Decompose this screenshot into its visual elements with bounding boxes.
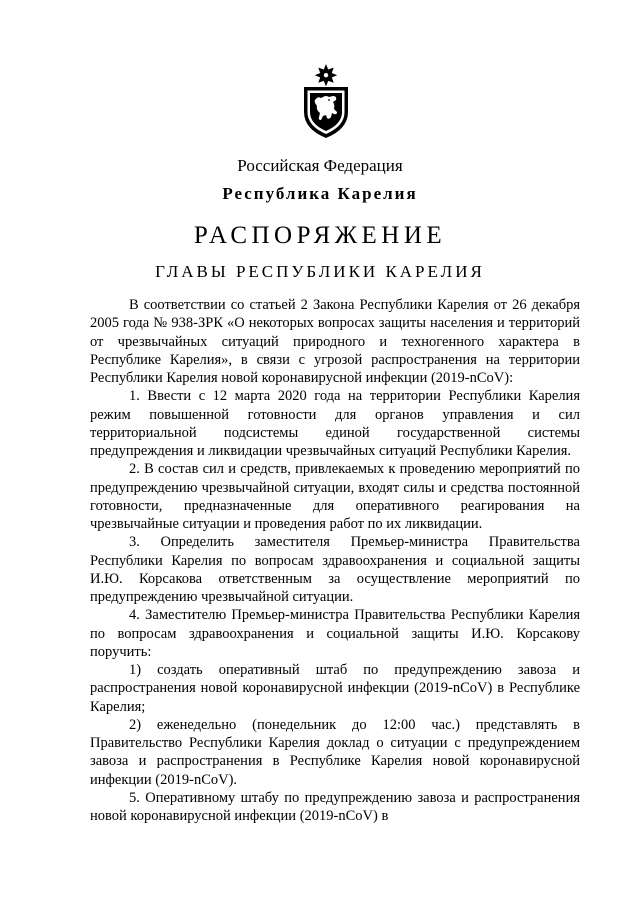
clause-5-paragraph: 5. Оперативному штабу по предупреждению завоза и распространения новой коронавирусной инфекции (2019-nCoV) в [90,789,580,824]
clause-4-subitem-1-paragraph: 1) создать оперативный штаб по предупреждению завоза и распространения новой коронавирусной инфекции (2019-nCoV) в Республике Карелия; [90,662,580,715]
republic-title: Республика Карелия [222,184,418,203]
clause-4-paragraph: 4. Заместителю Премьер-министра Правительства Республики Карелия по вопросам здравоохранения и социальной защиты И.Ю. Корсакову поручить: [90,607,580,660]
clause-4-subitem-2-paragraph: 2) еженедельно (понедельник до 12:00 час.) представлять в Правительство Республики Карелия доклад о ситуации с предупреждением завоза и распространения в Республике Карелия новой коронавирусной инфекции (2019-nCoV). [90,716,580,788]
federation-title: Российская Федерация [237,156,403,175]
issuer-heading: ГЛАВЫ РЕСПУБЛИКИ КАРЕЛИЯ [155,262,485,281]
clause-1-paragraph: 1. Ввести с 12 марта 2020 года на территории Республики Карелия режим повышенной готовности для органов управления и сил территориальной подсистемы единой государственной системы предупреждения и ликвидации чрезвычайных ситуаций Республики Карелия. [90,388,580,459]
clause-2-paragraph: 2. В состав сил и средств, привлекаемых к проведению мероприятий по предупреждению чрезвычайной ситуации, входят силы и средства постоянной готовности, предназначенные для оперативного реагирования на чрезвычайные ситуации и проведения работ по их ликвидации. [90,461,580,532]
karelia-coat-of-arms-icon [299,62,353,140]
preamble-paragraph: В соответствии со статьей 2 Закона Республики Карелия от 26 декабря 2005 года № 938-ЗРК «О некоторых вопросах защиты населения и территорий от чрезвычайных ситуаций природного и техногенного характера в Республике Карелия», в связи с угрозой распространения на территории Республики Карелия новой коронавирусной инфекции (2019-nCoV): [90,297,580,386]
document-type-heading: РАСПОРЯЖЕНИЕ [193,222,447,249]
clause-3-paragraph: 3. Определить заместителя Премьер-министра Правительства Республики Карелия по вопросам здравоохранения и социальной защиты И.Ю. Корсакова ответственным за осуществление мероприятий по предупреждению чрезвычайной ситуации. [90,534,580,605]
document-body [90,296,580,825]
